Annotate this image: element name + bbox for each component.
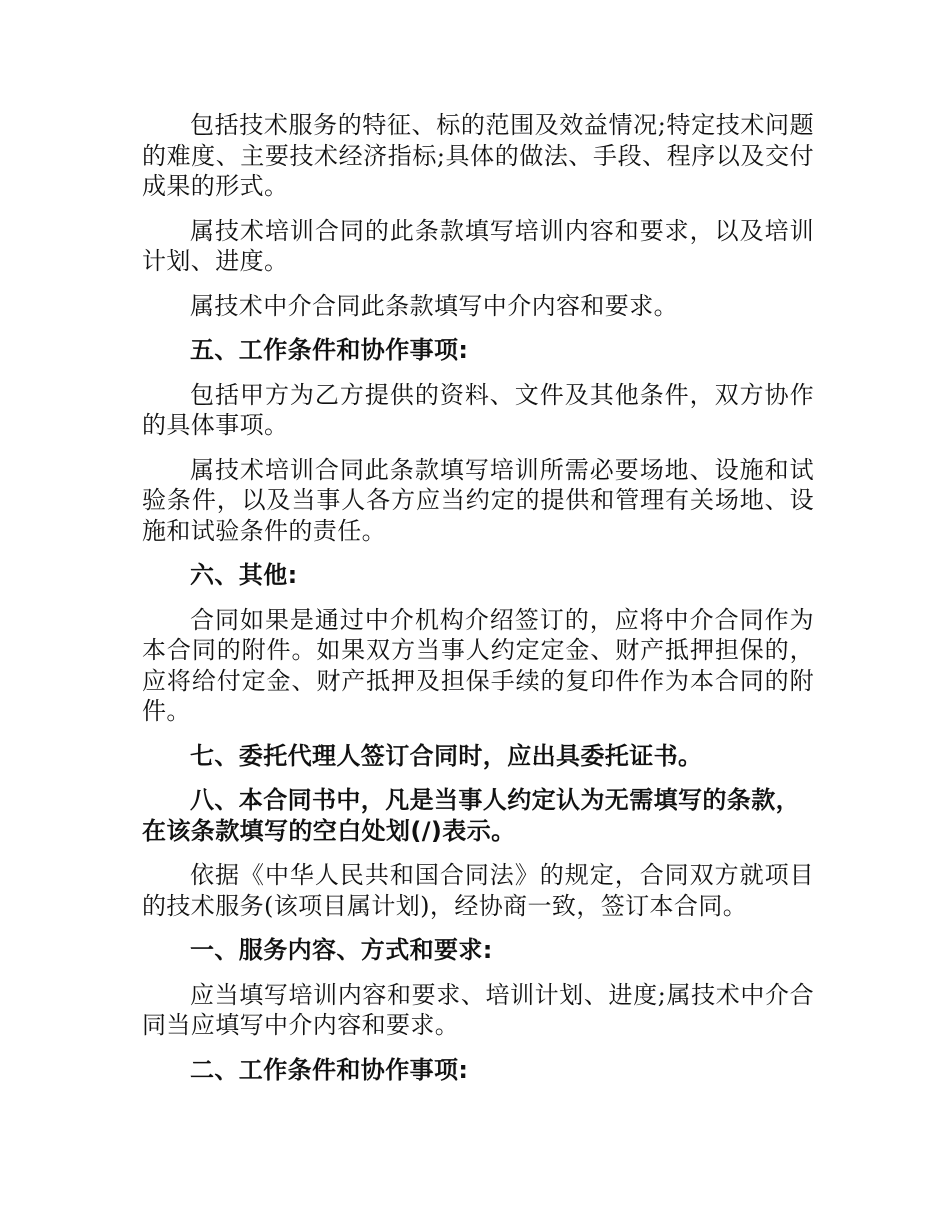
heading-other: 六、其他: [190, 561, 298, 589]
heading-work-conditions: 五、工作条件和协作事项: [190, 336, 469, 364]
paragraph-training-facilities: 属技术培训合同此条款填写培训所需必要场地、设施和试验条件，以及当事人各方应当约定的提供和管理有关场地、设施和试验条件的责任。 [142, 455, 814, 545]
heading-service-content: 一、服务内容、方式和要求: [190, 936, 493, 964]
paragraph-training-content: 属技术培训合同的此条款填写培训内容和要求，以及培训计划、进度。 [142, 216, 814, 275]
heading-agent-certificate: 七、委托代理人签订合同时，应出具委托证书。 [190, 741, 703, 770]
paragraph-materials-provided: 包括甲方为乙方提供的资料、文件及其他条件，双方协作的具体事项。 [142, 380, 814, 439]
document-page [142, 110, 814, 1099]
paragraph-service-requirements: 应当填写培训内容和要求、培训计划、进度;属技术中介合同当应填写中介内容和要求。 [142, 980, 814, 1039]
heading-blank-clauses: 八、本合同书中，凡是当事人约定认为无需填写的条款，在该条款填写的空白处划(/)表示。 [142, 786, 800, 845]
paragraph-service-features: 包括技术服务的特征、标的范围及效益情况;特定技术问题的难度、主要技术经济指标;具体的做法、手段、程序以及交付成果的形式。 [142, 111, 814, 200]
heading-work-conditions-2: 二、工作条件和协作事项: [190, 1055, 469, 1084]
paragraph-attachments: 合同如果是通过中介机构介绍签订的，应将中介合同作为本合同的附件。如果双方当事人约定定金、财产抵押担保的，应将给付定金、财产抵押及担保手续的复印件作为本合同的附件。 [142, 605, 814, 725]
paragraph-intermediary-content: 属技术中介合同此条款填写中介内容和要求。 [190, 291, 678, 320]
paragraph-contract-basis: 依据《中华人民共和国合同法》的规定，合同双方就项目的技术服务(该项目属计划)，经协商一致，签订本合同。 [142, 861, 814, 920]
